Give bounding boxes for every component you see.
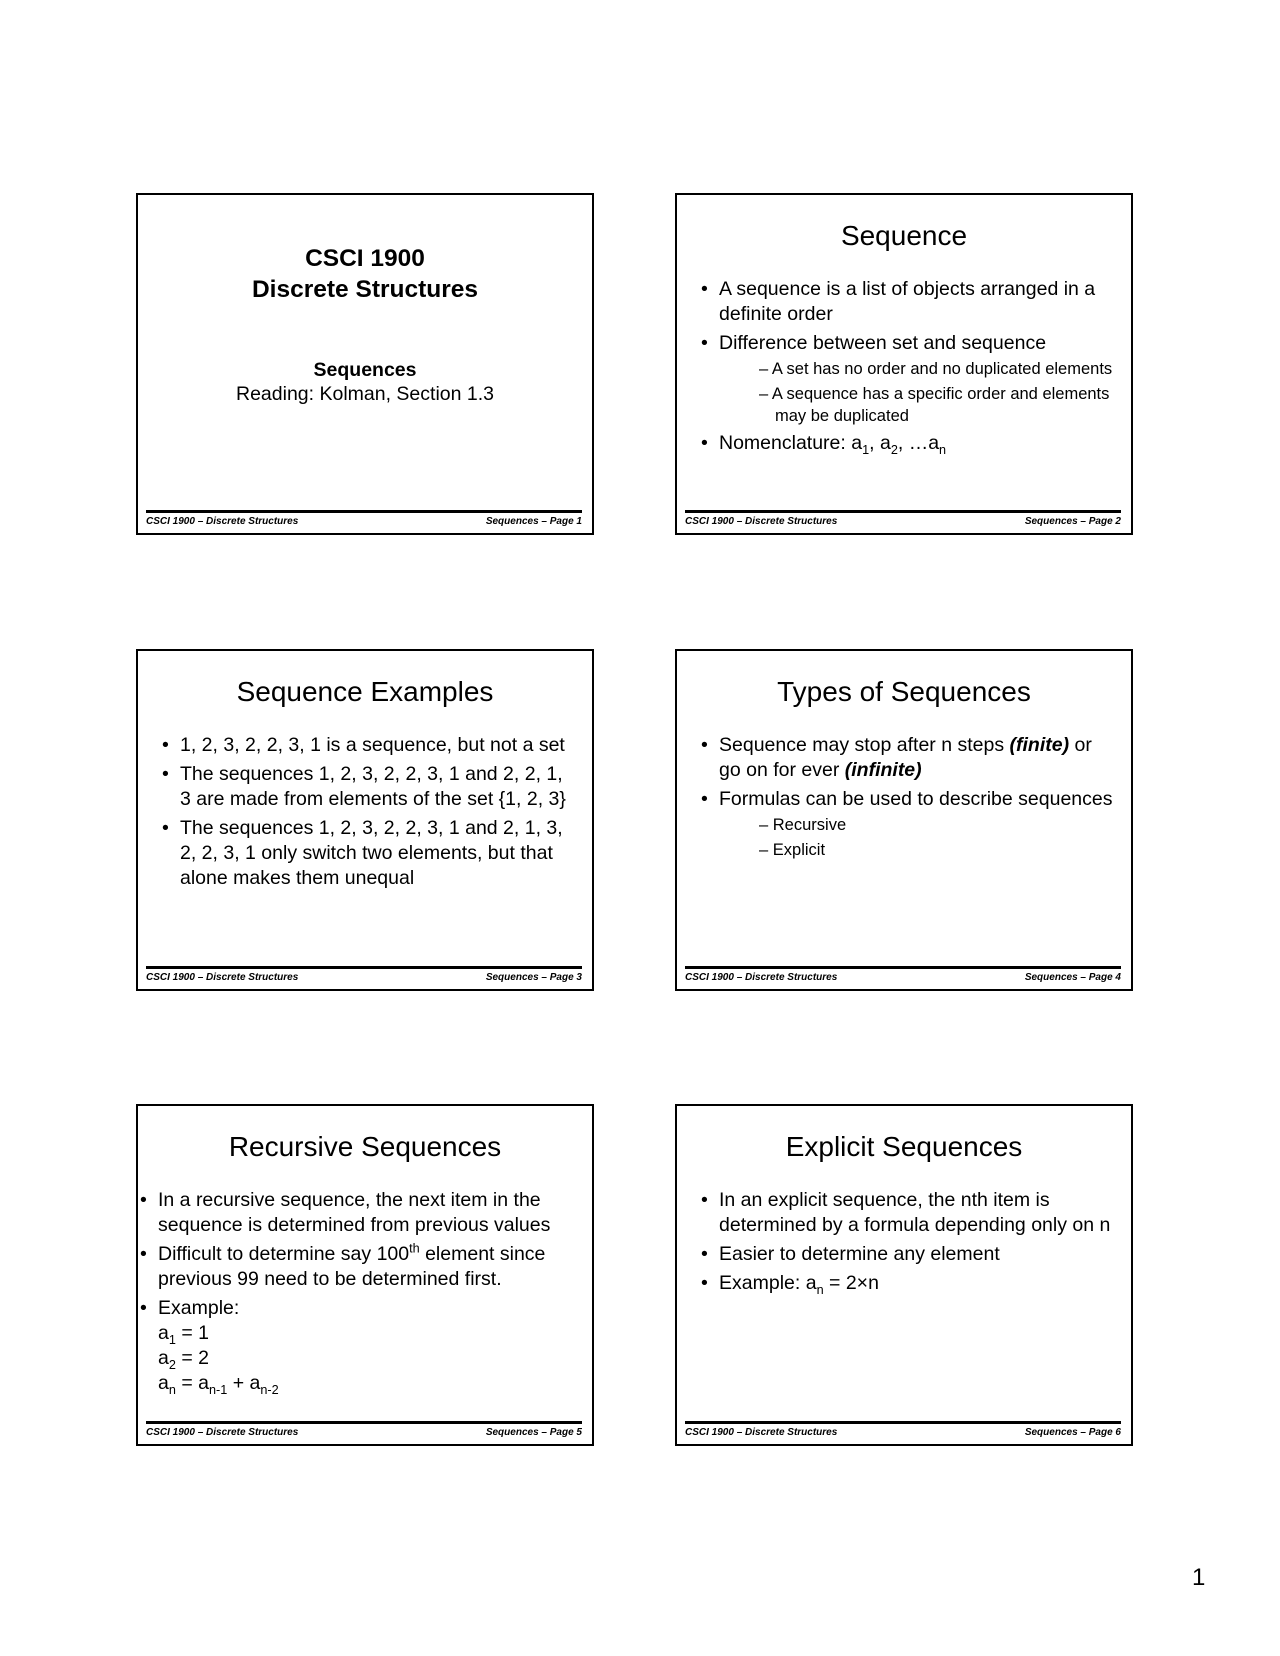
- slide-title: Sequence: [840, 220, 968, 251]
- bullet-text: • Example:: [158, 1297, 240, 1319]
- footer-page: Sequences – Page 5: [485, 1427, 582, 1438]
- bullet-nomenclature: [699, 431, 1117, 456]
- footer-page: Sequences – Page 4: [1024, 972, 1121, 983]
- bullet: • The sequences 1, 2, 3, 2, 2, 3, 1 and 2, 2, 1, 3 are made from elements of the set {1, 2, 3}: [160, 762, 578, 812]
- slide-footer: [685, 1421, 1121, 1438]
- footer-page: Sequences – Page 3: [485, 972, 582, 983]
- footer-course: CSCI 1900 – Discrete Structures: [146, 972, 299, 983]
- subscript: 1: [862, 442, 870, 457]
- sub-bullet: – A sequence has a specific order and elements may be duplicated: [759, 385, 1110, 425]
- example-line: [158, 1321, 580, 1346]
- footer-course: CSCI 1900 – Discrete Structures: [146, 1427, 299, 1438]
- footer-page: Sequences – Page 2: [1024, 516, 1121, 527]
- bullet: [699, 787, 1117, 861]
- cover-title-line1: CSCI 1900: [305, 245, 425, 272]
- text: , a: [869, 432, 891, 454]
- bullet: • Easier to determine any element: [699, 1242, 1117, 1267]
- text: , …a: [897, 432, 940, 454]
- bullet: • A sequence is a list of objects arranged in a definite order: [699, 277, 1117, 327]
- slide-title: Recursive Sequences: [228, 1131, 502, 1162]
- slide-4: [675, 649, 1133, 991]
- footer-course: CSCI 1900 – Discrete Structures: [685, 1427, 838, 1438]
- cover-subtitle-block: [138, 358, 592, 406]
- subscript: 1: [168, 1332, 176, 1347]
- superscript: th: [409, 1241, 420, 1256]
- slide-content: [699, 1188, 1117, 1300]
- text: element since previous 99 need to be determined first.: [158, 1243, 546, 1290]
- footer-course: CSCI 1900 – Discrete Structures: [685, 516, 838, 527]
- bullet: • The sequences 1, 2, 3, 2, 2, 3, 1 and 2, 1, 3, 2, 2, 3, 1 only switch two elements, but that alone makes them unequal: [160, 816, 578, 891]
- slide-content: [699, 277, 1117, 460]
- bullet: • 1, 2, 3, 2, 2, 3, 1 is a sequence, but not a set: [160, 733, 578, 758]
- bullet-text: Formulas can be used to describe sequences: [719, 788, 1113, 810]
- subscript: n: [168, 1382, 176, 1397]
- slide-title: Types of Sequences: [777, 676, 1031, 707]
- subscript: 2: [168, 1357, 176, 1372]
- emphasis-infinite: (infinite): [844, 759, 922, 781]
- text: Example: a: [719, 1272, 817, 1294]
- cover-title: [138, 243, 592, 305]
- page-number: 1: [1192, 1564, 1206, 1591]
- subscript: n: [816, 1282, 824, 1297]
- text: Nomenclature: a: [719, 432, 863, 454]
- text: = 2: [175, 1347, 209, 1369]
- bullet: [138, 1242, 580, 1292]
- slide-3: [136, 649, 594, 991]
- example-line: [158, 1371, 580, 1396]
- text: + a: [227, 1372, 261, 1394]
- slide-title: Explicit Sequences: [785, 1131, 1023, 1162]
- slide-6: [675, 1104, 1133, 1446]
- subscript: n-1: [208, 1382, 228, 1397]
- bullet: [699, 1271, 1117, 1296]
- text: = a: [175, 1372, 209, 1394]
- slide-title: Sequence Examples: [236, 676, 494, 707]
- cover-reading: Reading: Kolman, Section 1.3: [236, 383, 494, 405]
- slide-footer: [146, 1421, 582, 1438]
- footer-page: Sequences – Page 1: [485, 516, 582, 527]
- slide-footer: [146, 966, 582, 983]
- text: Sequence may stop after n steps: [719, 734, 1010, 756]
- cover-title-line2: Discrete Structures: [251, 276, 479, 303]
- bullet: [699, 733, 1117, 783]
- bullet: • In a recursive sequence, the next item in the sequence is determined from previous values: [138, 1188, 580, 1238]
- text: Difficult to determine say 100: [158, 1243, 410, 1265]
- example-line: [158, 1346, 580, 1371]
- subscript: 2: [890, 442, 898, 457]
- slide-content: [699, 733, 1117, 865]
- emphasis-finite: (finite): [1009, 734, 1070, 756]
- subscript: n: [939, 442, 947, 457]
- subscript: n-2: [260, 1382, 279, 1397]
- bullet: [699, 331, 1117, 427]
- bullet: [138, 1296, 580, 1396]
- text: a: [158, 1372, 169, 1394]
- sub-bullet: – A set has no order and no duplicated elements: [759, 360, 1113, 378]
- slide-content: [160, 733, 578, 895]
- text: or go on for ever: [719, 734, 1092, 781]
- footer-course: CSCI 1900 – Discrete Structures: [685, 972, 838, 983]
- slide-footer: [146, 510, 582, 527]
- footer-course: CSCI 1900 – Discrete Structures: [146, 516, 299, 527]
- slide-5: [136, 1104, 594, 1446]
- slide-content: [138, 1188, 580, 1400]
- text: = 1: [175, 1322, 209, 1344]
- text: a: [158, 1322, 169, 1344]
- slide-1: [136, 193, 594, 535]
- text: = 2×n: [823, 1272, 879, 1294]
- sub-bullet: – Recursive: [759, 816, 847, 834]
- footer-page: Sequences – Page 6: [1024, 1427, 1121, 1438]
- sub-bullet: – Explicit: [759, 841, 826, 859]
- cover-subtitle: Sequences: [313, 359, 417, 381]
- bullet: • In an explicit sequence, the nth item is determined by a formula depending only on n: [699, 1188, 1117, 1238]
- slide-2: [675, 193, 1133, 535]
- slide-footer: [685, 966, 1121, 983]
- text: a: [158, 1347, 169, 1369]
- slide-footer: [685, 510, 1121, 527]
- bullet-text: Difference between set and sequence: [719, 332, 1047, 354]
